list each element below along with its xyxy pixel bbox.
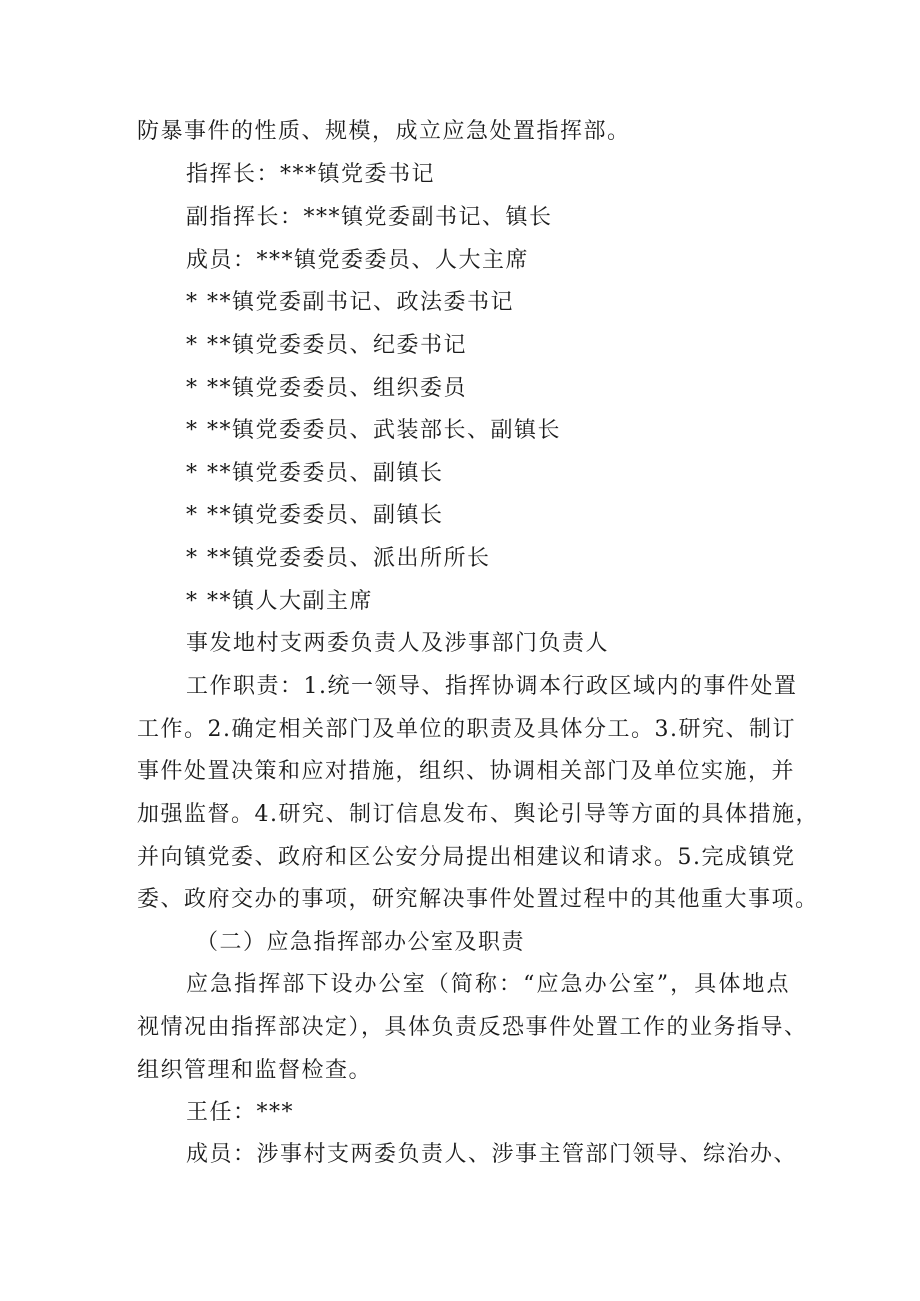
member-item: * **镇党委委员、副镇长: [186, 503, 444, 528]
director-line: 王任：***: [186, 1100, 295, 1125]
duties-paragraph-line: 工作。2.确定相关部门及单位的职责及具体分工。3.研究、制订: [137, 717, 796, 742]
member-item: * **镇党委委员、派出所所长: [186, 546, 491, 571]
office-paragraph-line: 视情况由指挥部决定），具体负责反恐事件处置工作的业务指导、: [137, 1015, 808, 1040]
paragraph-line-1: 防暴事件的性质、规模，成立应急处置指挥部。: [137, 119, 631, 144]
members-line: 成员：***镇党委委员、人大主席: [186, 248, 530, 273]
member-item: * **镇党委委员、纪委书记: [186, 333, 467, 358]
section-heading: （二）应急指挥部办公室及职责: [196, 930, 526, 955]
member-item: * **镇党委委员、副镇长: [186, 461, 444, 486]
member-item: * **镇党委委员、武装部长、副镇长: [186, 418, 561, 443]
member-item: * **镇人大副主席: [186, 589, 373, 614]
office-paragraph-line: 组织管理和监督检查。: [137, 1058, 373, 1083]
deputy-commander-line: 副指挥长：***镇党委副书记、镇长: [186, 205, 553, 230]
member-item: * **镇党委副书记、政法委书记: [186, 290, 514, 315]
duties-paragraph-line: 并向镇党委、政府和区公安分局提出相建议和请求。5.完成镇党: [137, 845, 796, 870]
member-item: * **镇党委委员、组织委员: [186, 376, 467, 401]
duties-paragraph-line: 委、政府交办的事项，研究解决事件处置过程中的其他重大事项。: [137, 887, 819, 912]
duties-paragraph-line: 工作职责：1.统一领导、指挥协调本行政区域内的事件处置: [186, 674, 798, 699]
commander-line: 指挥长：***镇党委书记: [186, 162, 436, 187]
office-paragraph-line: 应急指挥部下设办公室（简称：“应急办公室”，具体地点: [186, 972, 790, 997]
office-members-line: 成员：涉事村支两委负责人、涉事主管部门领导、综治办、: [186, 1142, 798, 1167]
duties-paragraph-line: 事件处置决策和应对措施，组织、协调相关部门及单位实施，并: [137, 759, 796, 784]
duties-paragraph-line: 加强监督。4.研究、制订信息发布、舆论引导等方面的具体措施，: [137, 802, 819, 827]
member-item: 事发地村支两委负责人及涉事部门负责人: [186, 631, 610, 656]
